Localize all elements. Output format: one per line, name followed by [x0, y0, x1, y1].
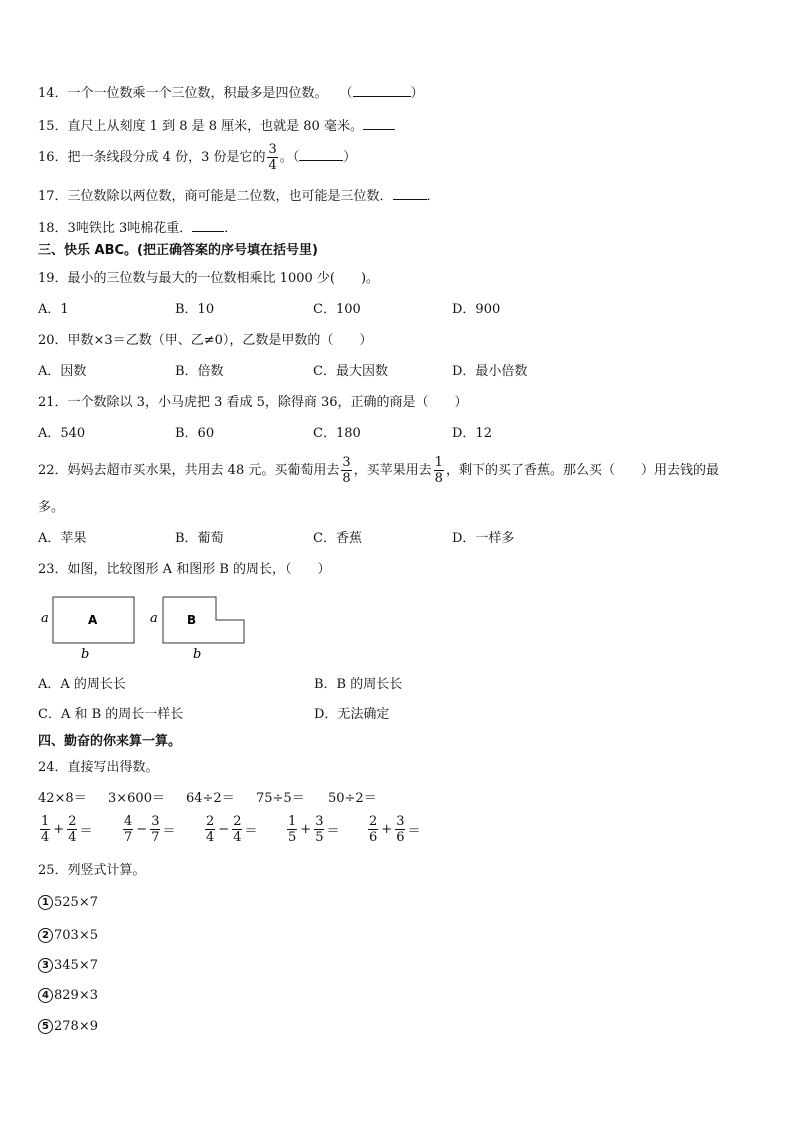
list-item: 3 345×7	[38, 958, 98, 974]
question-21: 21．一个数除以 3，小马虎把 3 看成 5，除得商 36，正确的商是（ ）	[38, 395, 468, 410]
question-20: 20．甲数×3＝乙数（甲、乙≠0），乙数是甲数的（ ）	[38, 333, 373, 348]
figure-a-label: A	[88, 613, 98, 627]
question-17: 17．三位数除以两位数，商可能是二位数，也可能是三位数． ．	[38, 189, 440, 204]
option-d[interactable]: D．12	[452, 426, 492, 441]
option-d[interactable]: D．最小倍数	[452, 364, 528, 379]
option-b[interactable]: B．葡萄	[175, 531, 224, 546]
question-17-text: 17．三位数除以两位数，商可能是二位数，也可能是三位数．	[38, 189, 393, 204]
circled-number: 3	[38, 958, 53, 973]
option-a[interactable]: A．苹果	[38, 531, 87, 546]
figure-a-bottom-label: b	[81, 647, 90, 662]
question-18: 18．3吨铁比 3吨棉花重． ．	[38, 221, 238, 236]
question-25: 25．列竖式计算。	[38, 863, 146, 878]
answer-blank[interactable]	[299, 148, 343, 161]
question-22-line2: 多。	[38, 500, 65, 515]
option-d[interactable]: D．900	[452, 302, 501, 317]
figure-a-side-label: a	[41, 611, 49, 626]
option-a[interactable]: A．1	[38, 302, 69, 317]
section-4-title: 四、勤奋的你来算一算。	[38, 734, 182, 749]
option-b[interactable]: B．10	[175, 302, 215, 317]
list-item: 5 278×9	[38, 1019, 98, 1035]
perimeter-figure	[36, 592, 256, 662]
option-c[interactable]: C．180	[313, 426, 361, 441]
answer-blank[interactable]	[363, 117, 395, 130]
fraction-calc: $\frac{2}{4}$ − $\frac{2}{4}$ ＝	[206, 814, 258, 845]
question-14-text: 14．一个一位数乘一个三位数，积最多是四位数。	[38, 86, 328, 101]
answer-blank[interactable]	[192, 219, 224, 232]
option-d[interactable]: D．无法确定	[314, 707, 390, 722]
figure-b-bottom-label: b	[193, 647, 202, 662]
question-19: 19．最小的三位数与最大的一位数相乘比 1000 少( )。	[38, 271, 380, 286]
option-b[interactable]: B．倍数	[175, 364, 224, 379]
answer-blank[interactable]	[393, 187, 427, 200]
list-item: 4 829×3	[38, 988, 98, 1004]
question-14: 14．一个一位数乘一个三位数，积最多是四位数。 （ ）	[38, 86, 424, 101]
fraction: $\frac{3}{8}$	[342, 455, 351, 486]
question-16-text: 16．把一条线段分成 4 份，3 份是它的	[38, 150, 266, 165]
calc-item: 64÷2＝	[186, 791, 235, 806]
question-24: 24．直接写出得数。	[38, 760, 159, 775]
fraction: $\frac{1}{8}$	[434, 455, 443, 486]
figure-a	[41, 597, 134, 662]
question-18-text: 18．3吨铁比 3吨棉花重．	[38, 221, 193, 236]
option-c[interactable]: C．香蕉	[313, 531, 362, 546]
option-b[interactable]: B．60	[175, 426, 215, 441]
section-3-title: 三、快乐 ABC。(把正确答案的序号填在括号里)	[38, 243, 318, 258]
option-a[interactable]: A．540	[38, 426, 86, 441]
fraction-calc: $\frac{1}{5}$ + $\frac{3}{5}$ ＝	[288, 814, 340, 845]
circled-number: 4	[38, 988, 53, 1003]
list-item: 2 703×5	[38, 928, 98, 944]
fraction: $\frac{3}{4}$	[268, 142, 277, 173]
calc-item: 42×8＝	[38, 791, 87, 806]
question-22: 22．妈妈去超市买水果，共用去 48 元。买葡萄用去 $\frac{3}{8}$ ，买苹果用去 $\frac{1}{8}$ ，剩下的买了香蕉。那么买（ ）用去钱的最	[38, 455, 719, 486]
fraction-calc: $\frac{1}{4}$ + $\frac{2}{4}$ ＝	[41, 814, 93, 845]
calc-item: 3×600＝	[108, 791, 165, 806]
answer-blank[interactable]	[353, 84, 411, 97]
figure-b-side-label: a	[150, 611, 158, 626]
list-item: 1 525×7	[38, 895, 98, 911]
question-15	[38, 117, 395, 135]
calc-item: 50÷2＝	[328, 791, 377, 806]
calc-item: 75÷5＝	[256, 791, 305, 806]
option-d[interactable]: D．一样多	[452, 531, 515, 546]
option-c[interactable]: C．A 和 B 的周长一样长	[38, 707, 184, 722]
circled-number: 5	[38, 1019, 53, 1034]
option-c[interactable]: C．最大因数	[313, 364, 388, 379]
circled-number: 1	[38, 895, 53, 910]
option-a[interactable]: A．A 的周长长	[38, 677, 126, 692]
option-a[interactable]: A．因数	[38, 364, 87, 379]
question-15-text: 15．直尺上从刻度 1 到 8 是 8 厘米，也就是 80 毫米。	[38, 119, 363, 134]
option-b[interactable]: B．B 的周长长	[314, 677, 403, 692]
fraction-calc: $\frac{4}{7}$ − $\frac{3}{7}$ ＝	[124, 814, 176, 845]
question-16: 16．把一条线段分成 4 份，3 份是它的 $\frac{3}{4}$ 。（ ）	[38, 142, 357, 173]
fraction-calc: $\frac{2}{6}$ + $\frac{3}{6}$ ＝	[369, 814, 421, 845]
circled-number: 2	[38, 928, 53, 943]
figure-b	[150, 597, 244, 662]
figure-b-label: B	[187, 613, 197, 627]
question-23: 23．如图，比较图形 A 和图形 B 的周长，（ ）	[38, 562, 331, 577]
option-c[interactable]: C．100	[313, 302, 361, 317]
